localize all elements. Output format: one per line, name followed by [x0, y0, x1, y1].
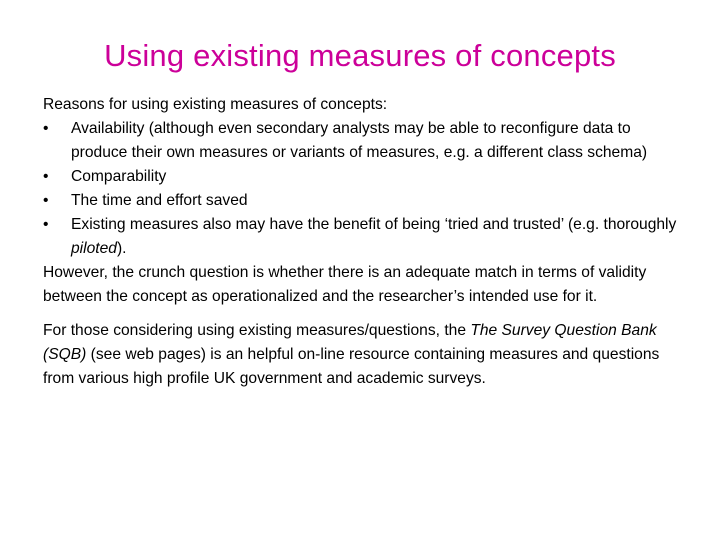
bullet-text: The time and effort saved [71, 192, 248, 209]
bullet-text-italic: piloted [71, 240, 117, 257]
list-item [43, 189, 688, 213]
bullet-icon: • [43, 192, 49, 209]
bullet-icon: • [43, 168, 49, 185]
bullet-text: Availability (although even secondary analysts may be able to reconfigure data to produce their own measures or variants of measures, e.g. a different class schema) [71, 120, 648, 161]
bullet-text-before: Existing measures also may have the benefit of being ‘tried and trusted’ (e.g. thoroughly [71, 216, 677, 233]
slide-title: Using existing measures of concepts [104, 38, 616, 73]
sqb-name: The Survey Question Bank (SQB) [43, 322, 657, 363]
bullet-text: Comparability [71, 168, 167, 185]
bullet-icon: • [43, 120, 49, 137]
however-text: However, the crunch question is whether there is an adequate match in terms of validity between the concept as operationalized and the researcher’s intended use for it. [43, 264, 647, 305]
slide-body [43, 93, 688, 391]
bullet-icon: • [43, 216, 49, 233]
list-item [43, 213, 688, 261]
sqb-paragraph [43, 319, 688, 391]
bullet-text [71, 216, 676, 257]
reasons-list [43, 117, 688, 261]
sqb-text-before: For those considering using existing measures/questions, the [43, 322, 471, 339]
bullet-text-after: ). [116, 240, 127, 257]
sqb-text-after: (see web pages) is an helpful on-line resource containing measures and questions from various high profile UK government and academic surveys. [43, 346, 660, 387]
intro-text: Reasons for using existing measures of concepts: [43, 96, 388, 113]
list-item [43, 117, 688, 165]
list-item [43, 165, 688, 189]
